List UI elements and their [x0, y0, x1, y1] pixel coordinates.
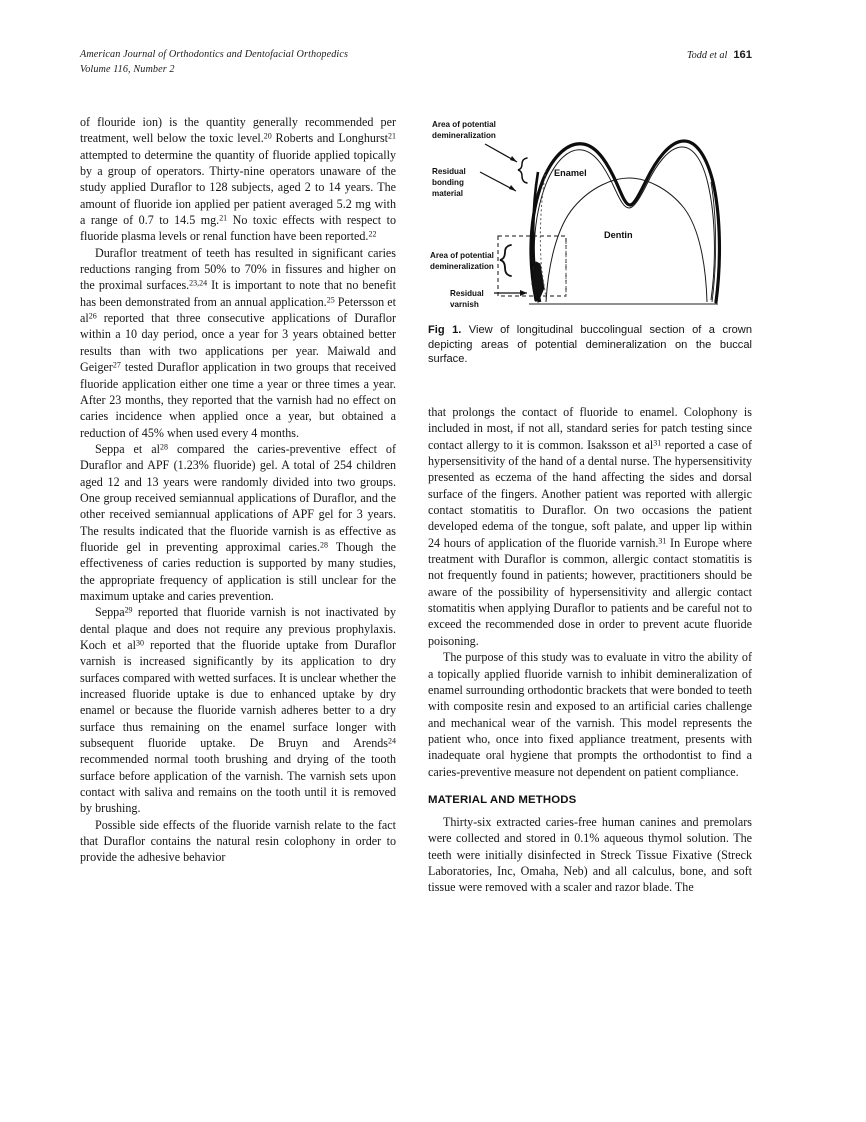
reference-superscript: 21 — [219, 213, 228, 223]
journal-volume-issue: Volume 116, Number 2 — [80, 63, 175, 75]
right-text-column — [428, 404, 752, 896]
reference-superscript: 23,24 — [189, 279, 208, 289]
label-residual-bonding-material — [432, 167, 468, 198]
label-residual-varnish — [450, 289, 486, 309]
label-dentin: Dentin — [604, 230, 633, 240]
paragraph-side-effects: Possible side effects of the fluoride varnish relate to the fact that Duraflor contains the natural resin colophony in order to provide the adhesive behavior — [80, 817, 396, 865]
page-number: 161 — [733, 49, 752, 61]
reference-superscript: 27 — [112, 360, 121, 370]
running-head-journal — [80, 48, 348, 77]
paragraph-caries-reduction: Duraflor treatment of teeth has resulted in significant caries reductions ranging from 50% to 70% in fissures and higher on the proximal surfaces.$^{23,24}$ It is important to note that no benefit has been demonstrated from an annual application.$^{25}$ Petersson et $al^{26}$ reported that three consecutive applications of Duraflor within a 10 day period, once a year for 3 years obtained better results than with two applications per year. Maiwald and Geiger$^{27}$ tested Duraflor application in two groups that received fluoride application either one time a year or three times a year. After 23 months, they reported that the varnish had no effect on caries incidence when applied once a year, but obtained a reduction of 45% when used every 4 months. — [80, 245, 397, 440]
arrowhead-area-demin-top — [510, 156, 517, 162]
paragraph-colophony: that prolongs the contact of fluoride to enamel. Colophony is included in most, if not all, standard series for patch testing since contact allergy to it is common. Isaksson et $al^{31}$ reported a case of hypersensitivity of the hand of a dental nurse. The hypersensitivity presented as eczema of the hand affecting the sides and dorsal surface of the fingers. Another patient was reported with allergic contact stomatitis to Duraflor. On two occasions the patient developed edema of the tongue, soft palate, and upper lip within 24 hours of application of the fluoride varnish.$^{31}$ In Europe where treatment with Duraflor is common, allergic contact stomatitis is not frequently found in patients; however, practitioners should be aware of the possibility of hypersensitivity and allergic contact stomatitis when applying Duraflor to patients and be careful not to exceed the recommended dose in order to prevent acute fluoride poisoning. — [428, 405, 752, 648]
figure-caption-text: View of longitudinal buccolingual section of a crown depicting areas of potential demineralization on the buccal surface. — [428, 324, 752, 366]
label-residual-bonding-line1: Residual — [432, 167, 466, 176]
label-area-demin-bottom-line2: demineralization — [430, 262, 494, 271]
figure-caption — [428, 323, 752, 367]
label-residual-varnish-line1: Residual — [450, 289, 484, 298]
paragraph-purpose: The purpose of this study was to evaluate in vitro the ability of a topically applied fluoride varnish to inhibit demineralization of enamel surrounding orthodontic brackets that were bonded to teeth with composite resin and exposed to an artificial caries challenge and mechanical wear of the varnish. This model represents the patient who, once into fixed appliance treatment, presents with inadequate oral hygiene that prompts the orthodontist to find a caries-preventive measure not dependent on patient compliance. — [428, 650, 752, 779]
reference-superscript: 22 — [368, 230, 377, 240]
section-heading-material-and-methods: MATERIAL AND METHODS — [428, 793, 577, 806]
journal-title: American Journal of Orthodontics and Dentofacial Orthopedics — [80, 49, 349, 60]
figure-caption-label: Fig 1. — [428, 324, 462, 336]
paragraph-seppa-apf: Seppa et $al^{28}$ compared the caries-preventive effect of Duraflor and APF (1.23% fluoride) gel. A total of 254 children aged 12 and 13 years were randomly divided into two groups. One group received semiannual applications of Duraflor, and the other received semiannual applications of APF gel for 3 years. The results indicated that the fluoride varnish is as effective as fluoride gel in preventing approximal caries.$^{28}$ Though the effectiveness of caries reduction is supported by many studies, the appropriate frequency of application is still unclear for the maximum uptake and caries prevention. — [80, 441, 396, 603]
label-area-demin-top-line1: Area of potential — [432, 120, 496, 129]
paragraph-fluoride-quantity: of flouride ion) is the quantity generally recommended per treatment, well below the toxic level.$^{20}$ Roberts and Longhurst$^{21}$ attempted to determine the quantity of fluoride applied topically by a group of operators. Thirty-nine operators unaware of the study applied Duraflor to 128 subjects, aged 2 to 14 years. The amount of fluoride ion applied per patient averaged 5.2 mg with a range of 0.7 to 14.5 mg.$^{21}$ No toxic effects with respect to fluoride plasma levels or renal function have been reported.$^{22}$ — [80, 115, 396, 244]
reference-superscript: 21 — [388, 132, 396, 141]
paragraph-methods-specimens: Thirty-six extracted caries-free human canines and premolars were collected and stored in 0.1% aqueous thymol solution. The teeth were initially disinfected in Streck Tissue Fixative (Streck Laboratories, Inc, Omaha, Neb) and all calculus, bone, and soft tissue were removed with a scaler and razor blade. The — [428, 814, 752, 895]
left-text-column — [80, 114, 396, 866]
reference-superscript: 26 — [88, 311, 97, 321]
figure-1 — [428, 112, 752, 367]
reference-superscript: 25 — [326, 295, 335, 305]
label-area-demin-bottom-line1: Area of potential — [430, 251, 494, 260]
label-area-demineralization-top — [432, 120, 498, 140]
tooth-cross-section-diagram — [428, 112, 752, 317]
tooth-outline-group — [529, 141, 719, 304]
arrowhead-residual-varnish — [520, 290, 527, 296]
label-enamel: Enamel — [554, 168, 587, 178]
enamel-outer-contour — [531, 141, 719, 302]
label-residual-varnish-line2: varnish — [450, 300, 479, 309]
reference-superscript: 31 — [653, 438, 662, 448]
label-area-demin-top-line2: demineralization — [432, 131, 496, 140]
reference-superscript: 28 — [160, 442, 168, 452]
dentin-outline — [546, 178, 707, 302]
running-head — [80, 48, 752, 84]
reference-superscript: 24 — [388, 736, 396, 746]
brace-area-demin-top — [518, 158, 527, 183]
reference-superscript: 28 — [320, 540, 328, 550]
brace-area-demin-bottom — [500, 245, 511, 276]
arrowhead-residual-bonding — [509, 185, 516, 191]
running-head-authors: Todd et al — [686, 50, 728, 61]
label-area-demineralization-bottom — [430, 251, 496, 271]
reference-superscript: 31 — [658, 536, 667, 546]
paragraph-seppa-plaque: Seppa$^{29}$ reported that fluoride varnish is not inactivated by dental plaque and does not require any previous prophylaxis. Koch et $al^{30}$ reported that the fluoride uptake from Duraflor varnish is increased significantly by its application to dry surfaces compared with wetted surfaces. It is unclear whether the increased fluoride uptake is due to enhanced uptake by dry enamel or because the fluoride varnish adheres better to a dry surface thus remaining on the enamel surface longer with subsequent fluoride uptake. De Bruyn and Arends$^{24}$ recommended normal tooth brushing and drying of the tooth surface before application of the varnish. The varnish sets upon contact with saliva and remains on the tooth until it is removed by brushing. — [80, 605, 397, 816]
reference-superscript: 20 — [263, 132, 272, 141]
label-residual-bonding-line2: bonding — [432, 178, 464, 187]
label-residual-bonding-line3: material — [432, 189, 464, 198]
reference-superscript: 29 — [124, 605, 133, 615]
reference-superscript: 30 — [136, 638, 144, 648]
running-head-authors-page — [687, 48, 752, 64]
